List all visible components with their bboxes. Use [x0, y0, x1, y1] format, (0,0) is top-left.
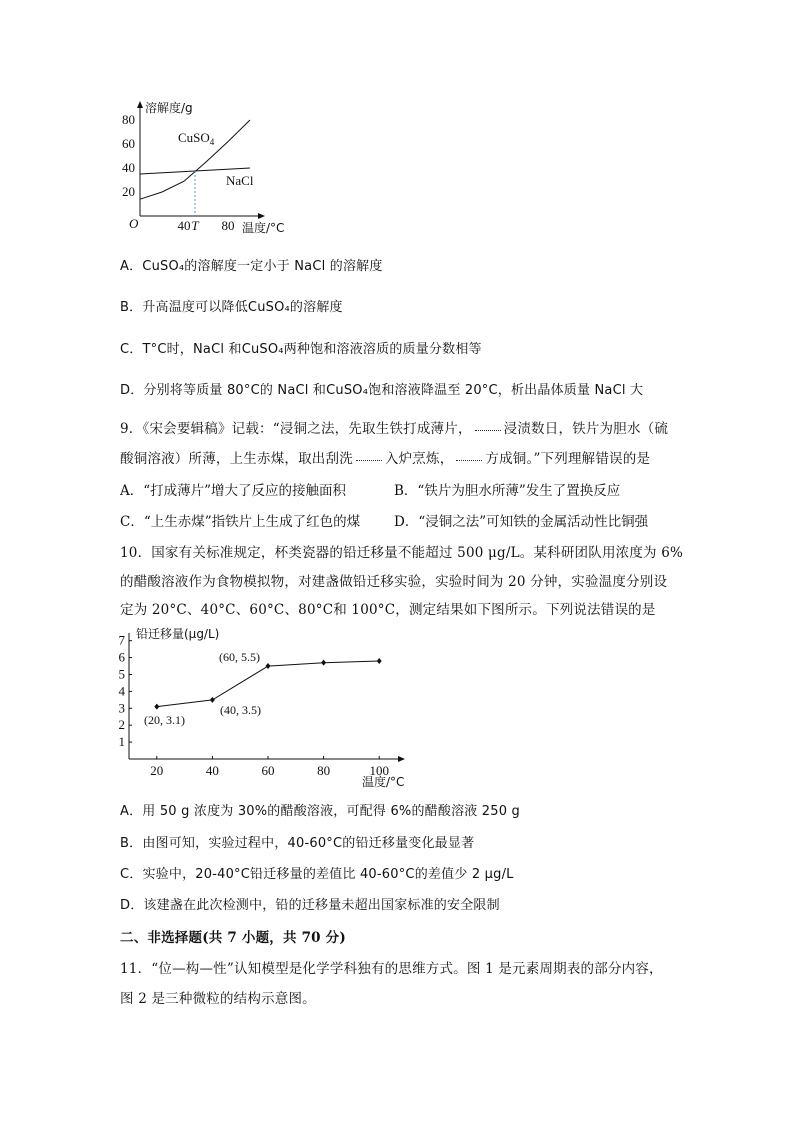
q9-stem-line2 — [120, 447, 650, 467]
y-tick-label: 2 — [118, 717, 125, 733]
x-axis-label: 温度/°C — [362, 775, 405, 789]
y-tick-label: 1 — [118, 734, 125, 750]
lead-migration-chart — [112, 623, 412, 793]
q10-stem-line1: 10．国家有关标准规定，杯类瓷器的铅迁移量不能超过 500 μg/L。某科研团队用浓度为 6% — [120, 545, 684, 561]
q9-stem-2b: 入炉烹炼， — [384, 451, 454, 467]
q10-option-a: A．用 50 g 浓度为 30%的醋酸溶液，可配得 6%的醋酸溶液 250 g — [120, 804, 520, 819]
data-point — [154, 704, 159, 710]
q10-stem-line3: 定为 20°C、40°C、60°C、80°C和 100°C，测定结果如下图所示。下列说法错误的是 — [120, 602, 656, 618]
y-axis-label: 溶解度/g — [145, 101, 193, 115]
q10-option-c: C．实验中，20-40°C铅迁移量的差值比 40-60°C的差值少 2 μg/L — [120, 867, 514, 882]
annotation-60: (60, 5.5) — [219, 650, 260, 664]
y-axis-arrow — [137, 101, 143, 108]
x-tick-label: 40 — [177, 218, 191, 233]
section-title: 二、非选择题(共 7 小题，共 70 分) — [120, 930, 346, 946]
q8-option-d: D．分别将等质量 80°C的 NaCl 和CuSO₄饱和溶液降温至 20°C，析出晶体质量 NaCl 大 — [120, 383, 644, 398]
nacl-label: NaCl — [226, 173, 254, 188]
q9-option-d: D．“浸铜之法”可知铁的金属活动性比铜强 — [394, 514, 649, 530]
x-axis-arrow — [398, 756, 405, 762]
y-tick-label: 60 — [122, 136, 135, 151]
x-axis-arrow — [258, 213, 265, 219]
y-tick-label: 20 — [122, 184, 135, 199]
q9-stem-2a: 酸铜溶液）所薄，上生赤煤，取出刮洗 — [120, 451, 353, 467]
y-tick-label: 40 — [122, 160, 135, 175]
solubility-chart — [118, 98, 298, 238]
q9-stem-1a: 9．《宋会要辑稿》记载：“浸铜之法，先取生铁打成薄片， — [120, 421, 472, 437]
q9-option-a: A．“打成薄片”增大了反应的接触面积 — [120, 483, 347, 499]
data-point — [321, 660, 326, 666]
q9-stem-line1 — [120, 417, 668, 437]
y-axis-label: 铅迁移量(μg/L) — [136, 627, 220, 641]
x-tick-label: T — [191, 218, 199, 233]
q11-line1: 11．“位—构—性”认知模型是化学学科独有的思维方式。图 1 是元素周期表的部分内容， — [120, 961, 663, 977]
x-tick-label: 80 — [221, 218, 235, 233]
q9-option-b: B．“铁片为胆水所薄”发生了置换反应 — [394, 483, 621, 499]
data-point — [266, 663, 271, 669]
origin-label: O — [129, 216, 139, 231]
data-point — [377, 658, 382, 664]
y-tick-label: 7 — [118, 632, 125, 648]
q9-stem-2c: 方成铜。”下列理解错误的是 — [485, 451, 651, 467]
data-point — [210, 697, 215, 703]
cuso4-label: CuSO$_4$ — [178, 130, 215, 147]
q9-stem-1b: 浸渍数日，铁片为胆水（硫 — [503, 421, 669, 437]
annotation-40: (40, 3.5) — [220, 703, 261, 717]
x-tick-label: 40 — [205, 763, 219, 778]
x-tick-label: 100 — [369, 763, 389, 778]
q8-option-a: A．CuSO₄的溶解度一定小于 NaCl 的溶解度 — [120, 259, 383, 274]
y-tick-label: 5 — [118, 666, 125, 682]
x-tick-label: 80 — [317, 763, 331, 778]
y-tick-label: 3 — [118, 700, 125, 716]
q9-blank-1 — [475, 429, 501, 431]
q9-option-c: C．“上生赤煤”指铁片上生成了红色的煤 — [120, 514, 361, 530]
annotation-20: (20, 3.1) — [144, 713, 185, 727]
q10-option-b: B．由图可知，实验过程中，40-60°C的铅迁移量变化最显著 — [120, 836, 475, 851]
x-tick-label: 20 — [150, 763, 164, 778]
x-tick-label: 60 — [261, 763, 275, 778]
y-tick-label: 80 — [122, 112, 135, 127]
x-axis-label: 温度/°C — [242, 221, 285, 235]
q8-option-c: C．T°C时，NaCl 和CuSO₄两种饱和溶液溶质的质量分数相等 — [120, 342, 482, 357]
q9-blank-3 — [456, 459, 482, 461]
y-tick-label: 4 — [118, 683, 125, 699]
y-tick-label: 6 — [118, 649, 125, 665]
q10-stem-line2: 的醋酸溶液作为食物模拟物，对建盏做铅迁移实验，实验时间为 20 分钟，实验温度分别设 — [120, 574, 668, 590]
q10-option-d: D．该建盏在此次检测中，铅的迁移量未超出国家标准的安全限制 — [120, 898, 500, 913]
q9-blank-2 — [356, 459, 382, 461]
q11-line2: 图 2 是三种微粒的结构示意图。 — [120, 991, 316, 1007]
q8-option-b: B．升高温度可以降低CuSO₄的溶解度 — [120, 300, 343, 315]
